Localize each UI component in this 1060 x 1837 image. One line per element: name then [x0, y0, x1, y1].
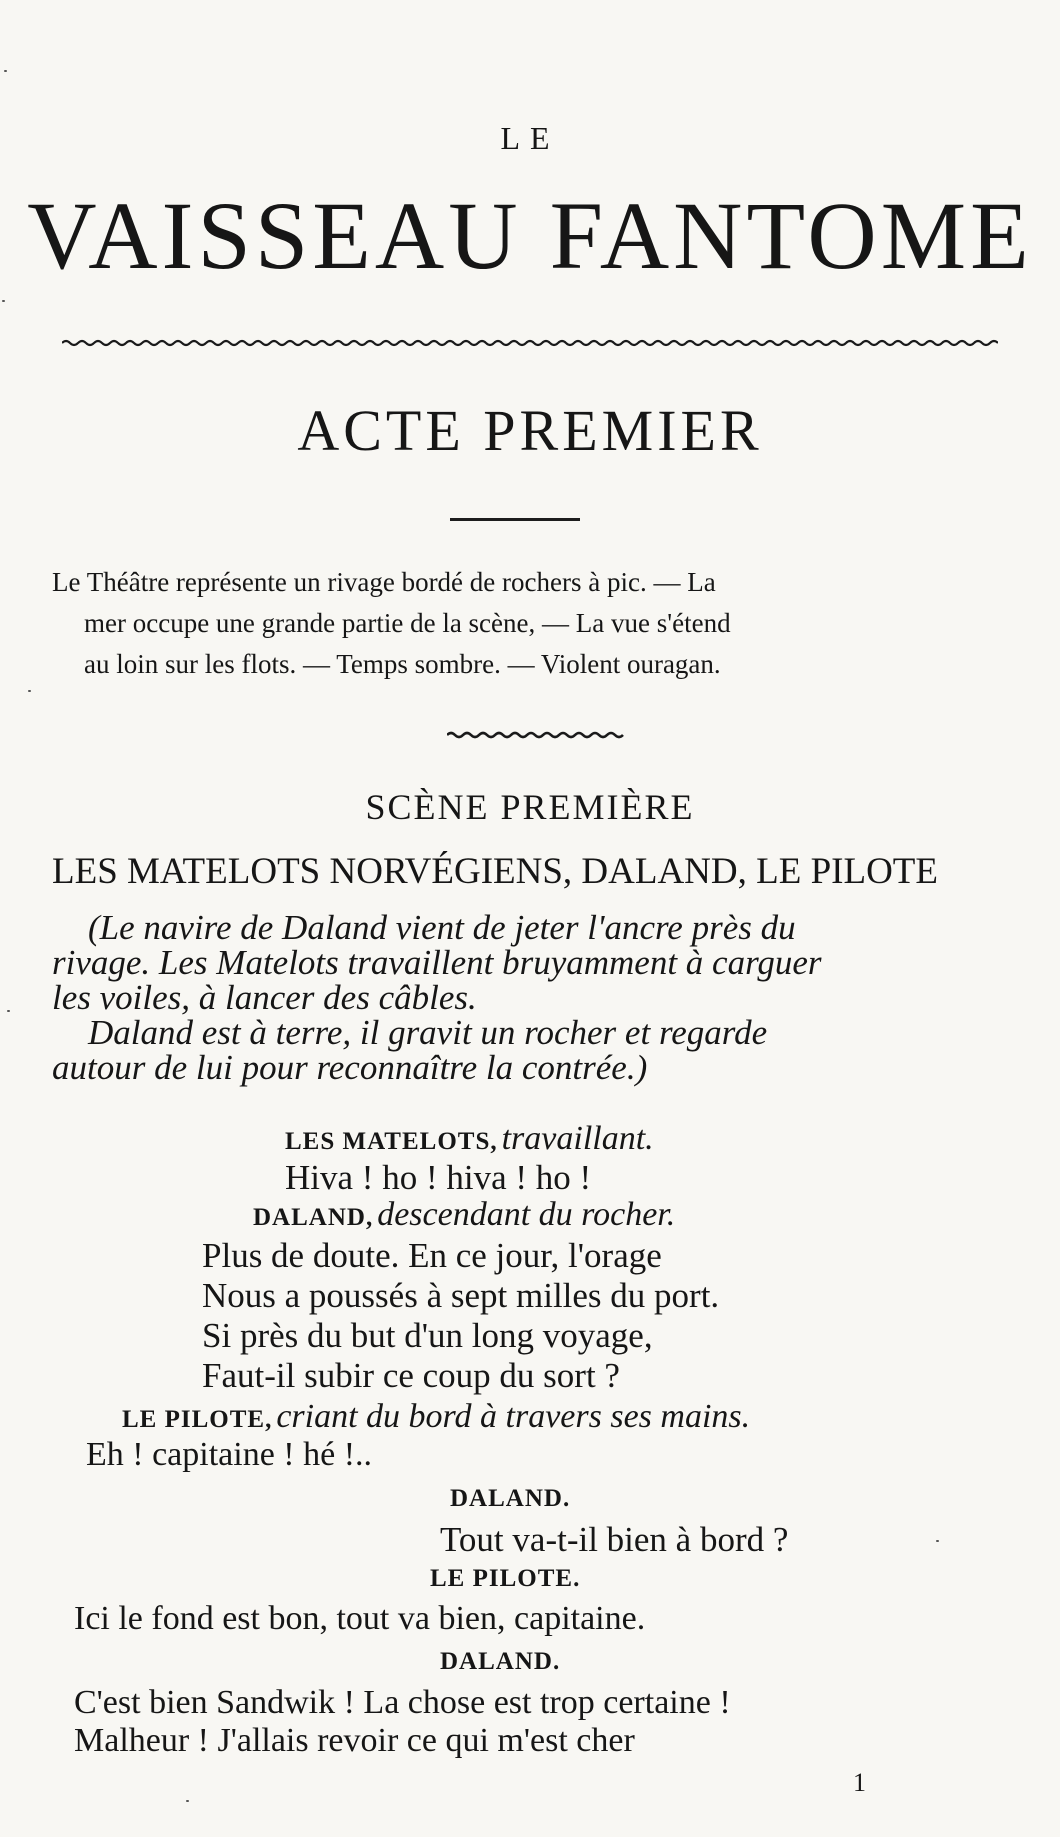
- speaker-name: LE PILOTE,: [122, 1406, 273, 1433]
- verse-line: Faut-il subir ce coup du sort ?: [202, 1356, 620, 1395]
- stage-line-1: (Le navire de Daland vient de jeter l'ancre près du: [88, 908, 796, 947]
- setting-line-1: Le Théâtre représente un rivage bordé de rochers à pic. — La: [52, 567, 716, 597]
- scene-title: SCÈNE PREMIÈRE: [365, 787, 695, 827]
- verse-line: Ici le fond est bon, tout va bien, capitaine.: [74, 1600, 646, 1637]
- verse-line: Malheur ! J'allais revoir ce qui m'est cher: [74, 1722, 635, 1759]
- speaker-name: DALAND,: [253, 1204, 374, 1231]
- title-article: LE: [500, 120, 560, 156]
- verse-line: Eh ! capitaine ! hé !..: [86, 1436, 373, 1473]
- stage-direction: [52, 910, 982, 1085]
- stage-line-5: autour de lui pour reconnaître la contrée.): [52, 1048, 648, 1087]
- scene-characters: LES MATELOTS NORVÉGIENS, DALAND, LE PILOTE: [52, 851, 938, 892]
- page-title: VAISSEAU FANTOME: [27, 182, 1033, 289]
- short-rule: [450, 518, 580, 521]
- stage-line-3: les voiles, à lancer des câbles.: [52, 978, 477, 1017]
- wavy-divider-top: [62, 338, 998, 348]
- speaker-name: LE PILOTE.: [430, 1565, 581, 1592]
- verse-line: Plus de doute. En ce jour, l'orage: [202, 1236, 662, 1275]
- speaker-direction: criant du bord à travers ses mains.: [276, 1398, 751, 1435]
- setting-line-2: mer occupe une grande partie de la scène, — La vue s'étend: [84, 608, 731, 638]
- scan-speck: [936, 1540, 939, 1542]
- verse-line: Tout va-t-il bien à bord ?: [440, 1520, 789, 1559]
- speaker-direction: travaillant.: [501, 1120, 654, 1157]
- scan-speck: [7, 1010, 10, 1012]
- speaker-line: [253, 1196, 675, 1234]
- scan-speck: [2, 300, 5, 302]
- stage-line-2: rivage. Les Matelots travaillent bruyamment à carguer: [52, 943, 822, 982]
- verse-line: Hiva ! ho ! hiva ! ho !: [285, 1158, 592, 1197]
- speaker-name: LES MATELOTS,: [285, 1128, 498, 1155]
- setting-description: [52, 562, 982, 685]
- page-number: 1: [853, 1768, 866, 1797]
- setting-line-3: au loin sur les flots. — Temps sombre. — Violent ouragan.: [84, 649, 721, 679]
- scan-speck: [28, 690, 31, 692]
- scan-speck: [4, 70, 7, 72]
- verse-line: Nous a poussés à sept milles du port.: [202, 1276, 720, 1315]
- speaker-line: [122, 1398, 750, 1436]
- speaker-direction: descendant du rocher.: [377, 1196, 676, 1233]
- wavy-divider-small: [447, 730, 627, 740]
- stage-line-4: Daland est à terre, il gravit un rocher et regarde: [88, 1013, 768, 1052]
- speaker-name: DALAND.: [440, 1648, 561, 1675]
- act-title: ACTE PREMIER: [297, 398, 763, 463]
- speaker-line: [285, 1120, 654, 1158]
- speaker-name: DALAND.: [450, 1485, 571, 1512]
- verse-line: Si près du but d'un long voyage,: [202, 1316, 653, 1355]
- scan-speck: [186, 1800, 189, 1802]
- verse-line: C'est bien Sandwik ! La chose est trop certaine !: [74, 1684, 731, 1721]
